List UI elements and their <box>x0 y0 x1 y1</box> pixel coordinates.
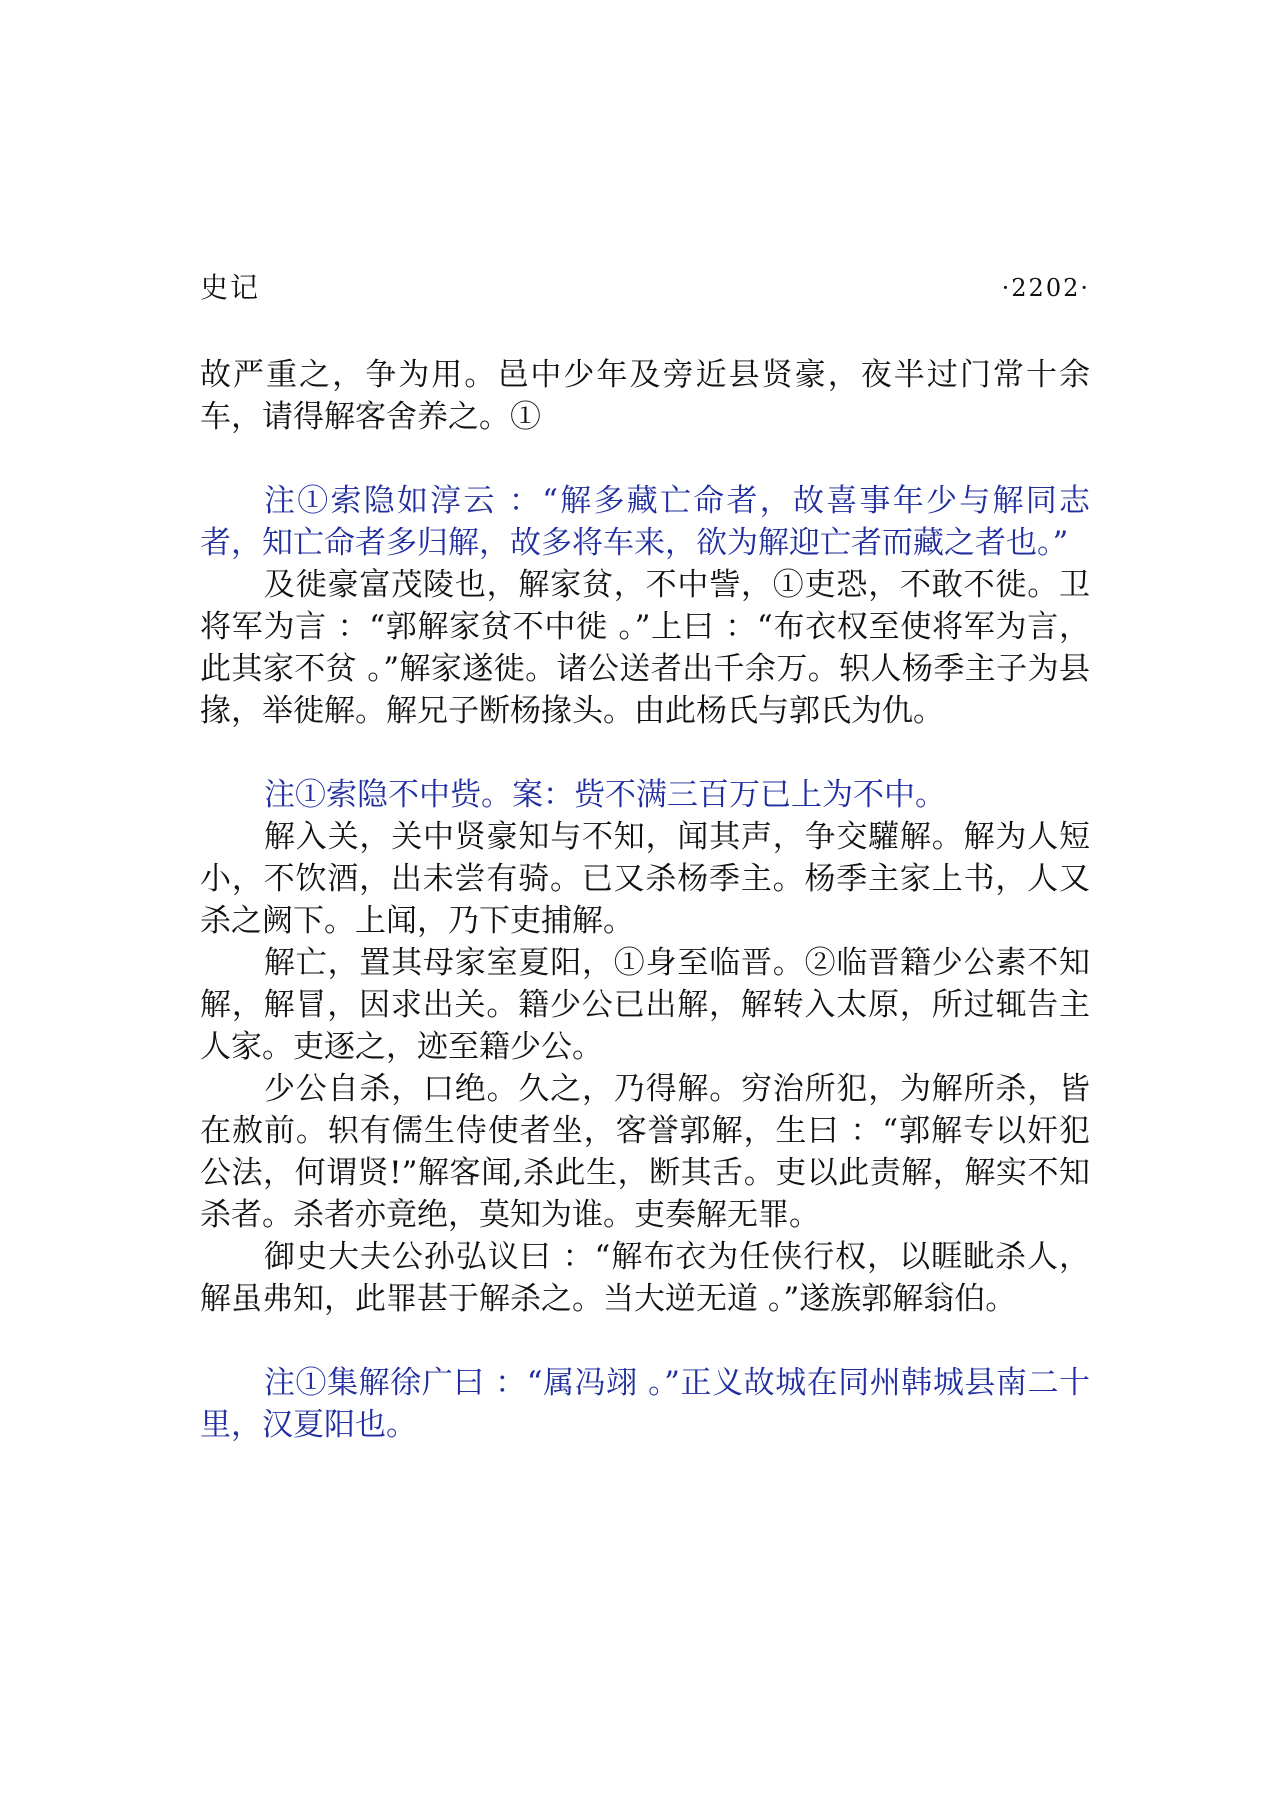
body-text <box>200 354 1090 1446</box>
annotation-note-2: 注①索隐不中赀。案：赀不满三百万已上为不中。 <box>264 777 946 813</box>
document-page <box>200 0 1090 1795</box>
paragraph-5: 少公自杀，口绝。久之，乃得解。穷治所犯，为解所杀，皆在赦前。轵有儒生侍使者坐，客誉郭解，生曰 ：“郭解专以奸犯公法，何谓贤!”解客闻,杀此生，断其舌。吏以此责解，解实不知杀者。杀者亦竟绝，莫知为谁。吏奏解无罪。 <box>200 1071 1090 1233</box>
annotation-note-1: 注①索隐如淳云 ：“解多藏亡命者，故喜事年少与解同志者，知亡命者多归解，故多将车来，欲为解迎亡者而藏之者也。” <box>200 483 1090 561</box>
paragraph-3: 解入关，关中贤豪知与不知，闻其声，争交驩解。解为人短小，不饮酒，出未尝有骑。已又杀杨季主。杨季主家上书，人又杀之阙下。上闻，乃下吏捕解。 <box>200 819 1090 939</box>
paragraph-2: 及徙豪富茂陵也，解家贫，不中訾，①吏恐，不敢不徙。卫将军为言 ：“郭解家贫不中徙 。”上曰 ：“布衣权至使将军为言，此其家不贫 。”解家遂徙。诸公送者出千余万。轵人杨季主子为县掾，举徙解。解兄子断杨掾头。由此杨氏与郭氏为仇。 <box>200 567 1090 729</box>
page-header <box>200 268 1090 308</box>
page-number: ·2202· <box>1001 274 1090 302</box>
paragraph-4: 解亡，置其母家室夏阳，①身至临晋。②临晋籍少公素不知解，解冒，因求出关。籍少公已出解，解转入太原，所过辄告主人家。吏逐之，迹至籍少公。 <box>200 945 1090 1065</box>
annotation-note-3: 注①集解徐广曰 ：“属冯翊 。”正义故城在同州韩城县南二十里，汉夏阳也。 <box>200 1365 1090 1443</box>
paragraph-1: 故严重之，争为用。邑中少年及旁近县贤豪，夜半过门常十余车，请得解客舍养之。① <box>200 357 1090 435</box>
book-title: 史记 <box>200 271 261 304</box>
paragraph-6: 御史大夫公孙弘议曰 ：“解布衣为任侠行权，以睚眦杀人，解虽弗知，此罪甚于解杀之。当大逆无道 。”遂族郭解翁伯。 <box>200 1239 1090 1317</box>
